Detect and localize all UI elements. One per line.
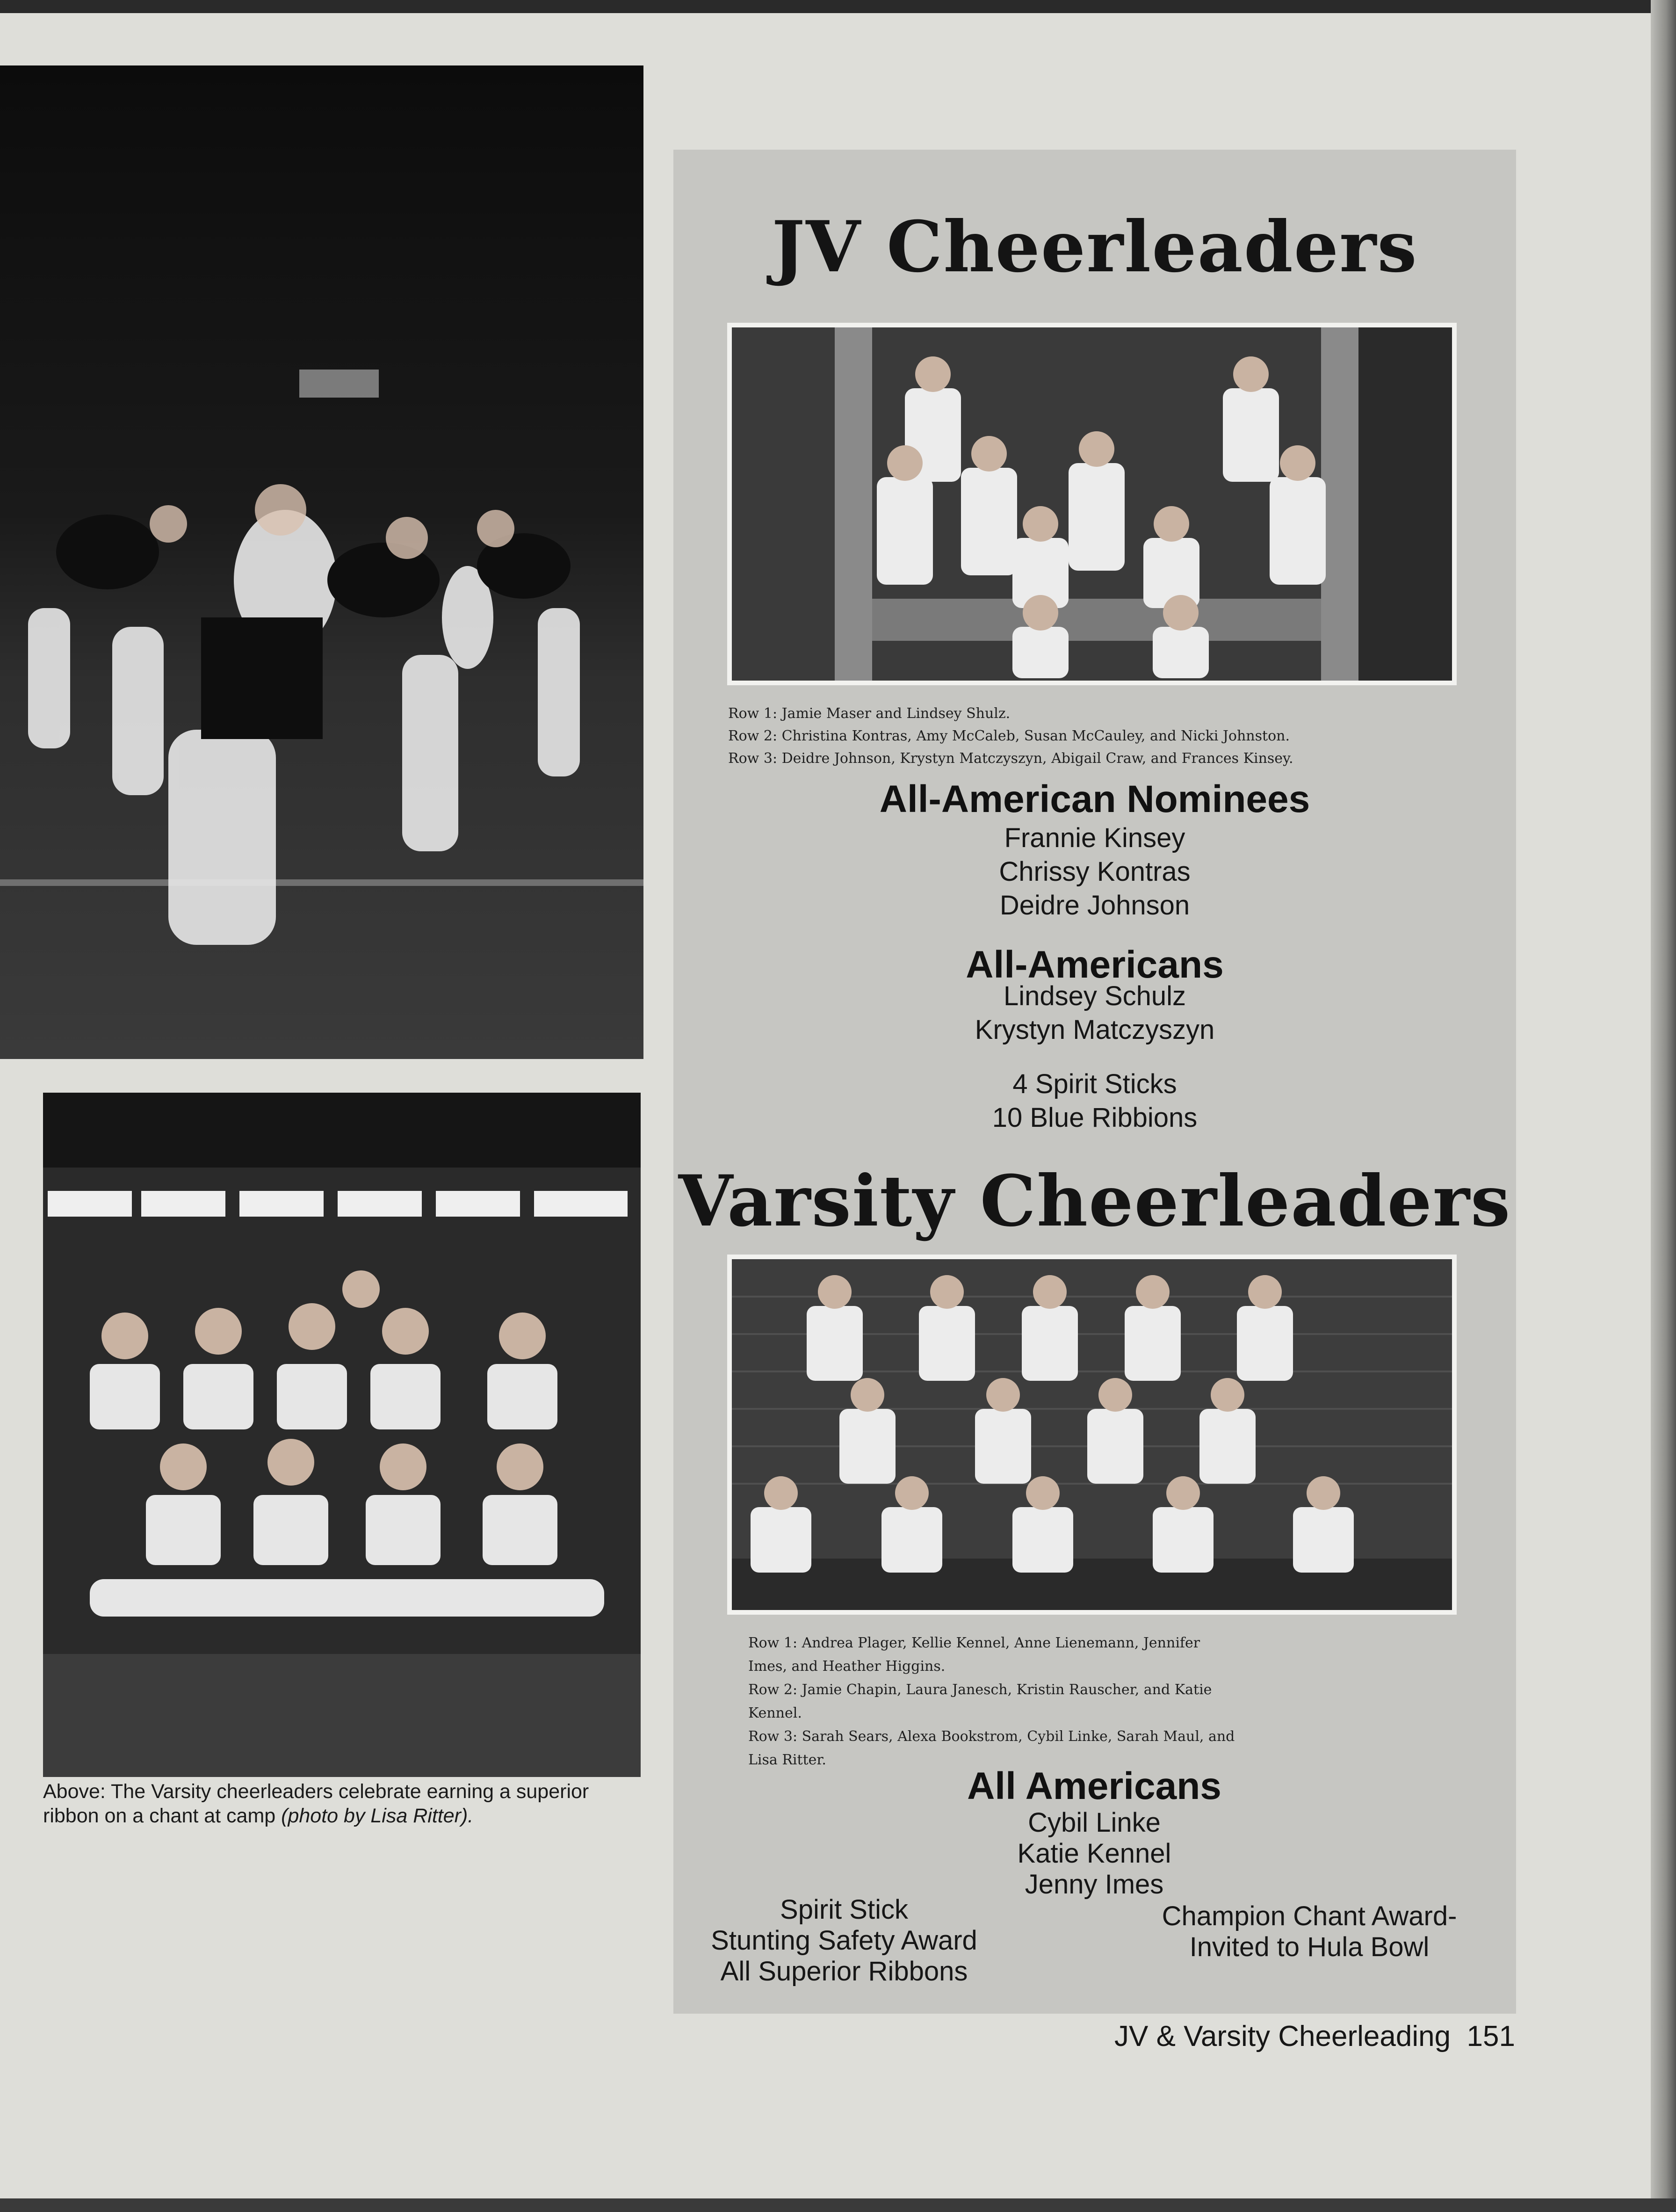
jv-row-3: Row 3: Deidre Johnson, Krystyn Matczyszyn, Abigail Craw, and Frances Kinsey. <box>728 750 1293 767</box>
all-american-name: Cybil Linke <box>1028 1807 1161 1838</box>
nominee-name: Frannie Kinsey <box>1004 823 1185 853</box>
all-american-name: Jenny Imes <box>1025 1869 1164 1900</box>
all-american-name: Katie Kennel <box>1017 1838 1171 1869</box>
varsity-award: Stunting Safety Award <box>711 1925 977 1956</box>
all-american-name: Lindsey Schulz <box>1003 981 1186 1011</box>
jv-awards-list <box>673 1067 1516 1135</box>
varsity-team-photo <box>727 1255 1457 1615</box>
varsity-award: Champion Chant Award- <box>1162 1901 1457 1931</box>
varsity-row-line: Lisa Ritter. <box>748 1752 826 1768</box>
book-spine-shadow <box>1651 0 1676 2212</box>
nominee-name: Chrissy Kontras <box>999 856 1191 887</box>
jv-row-1: Row 1: Jamie Maser and Lindsey Shulz. <box>728 705 1011 722</box>
varsity-awards-left <box>687 1894 1001 1987</box>
varsity-award: All Superior Ribbons <box>720 1956 968 1987</box>
scan-top-border <box>0 0 1676 13</box>
jv-all-americans-heading: All-Americans <box>966 943 1224 986</box>
jv-nominees-list <box>673 821 1516 922</box>
jv-nominees-heading: All-American Nominees <box>879 778 1310 820</box>
caption-text: Above: The Varsity cheerleaders celebrate earning a superior ribbon on a chant at camp <box>43 1780 589 1827</box>
jv-team-photo <box>727 323 1457 685</box>
varsity-row-line: Row 3: Sarah Sears, Alexa Bookstrom, Cybil Linke, Sarah Maul, and <box>748 1728 1235 1745</box>
varsity-camp-photo <box>43 1093 641 1777</box>
varsity-row-line: Imes, and Heather Higgins. <box>748 1658 946 1675</box>
varsity-row-line: Row 2: Jamie Chapin, Laura Janesch, Kristin Rauscher, and Katie <box>748 1682 1212 1698</box>
page-number: 151 <box>1466 2020 1515 2052</box>
jv-section-title: JV Cheerleaders <box>772 206 1418 288</box>
varsity-award: Spirit Stick <box>780 1894 908 1925</box>
varsity-all-americans-heading: All Americans <box>967 1765 1221 1807</box>
varsity-all-americans-list <box>879 1807 1309 1900</box>
all-american-name: Krystyn Matczyszyn <box>975 1015 1215 1045</box>
varsity-award: Invited to Hula Bowl <box>1189 1932 1430 1962</box>
varsity-row-caption <box>748 1632 1235 1772</box>
nominee-name: Deidre Johnson <box>999 890 1190 921</box>
night-game-cheer-photo <box>0 65 643 1059</box>
jv-all-americans-list <box>673 979 1516 1047</box>
varsity-camp-caption <box>43 1779 642 1828</box>
jv-award: 4 Spirit Sticks <box>1012 1069 1177 1099</box>
section-name: JV & Varsity Cheerleading <box>1114 2020 1451 2052</box>
photo-credit: (photo by Lisa Ritter). <box>281 1805 474 1827</box>
jv-row-2: Row 2: Christina Kontras, Amy McCaleb, Susan McCauley, and Nicki Johnston. <box>728 728 1290 744</box>
jv-row-caption <box>728 703 1293 770</box>
page-folio <box>1085 2020 1515 2053</box>
jv-award: 10 Blue Ribbions <box>992 1102 1198 1133</box>
varsity-awards-right <box>1132 1901 1487 1963</box>
scan-bottom-border <box>0 2198 1676 2212</box>
varsity-row-line: Kennel. <box>748 1705 802 1721</box>
varsity-section-title: Varsity Cheerleaders <box>678 1160 1511 1242</box>
varsity-row-line: Row 1: Andrea Plager, Kellie Kennel, Anne Lienemann, Jennifer <box>748 1635 1200 1651</box>
